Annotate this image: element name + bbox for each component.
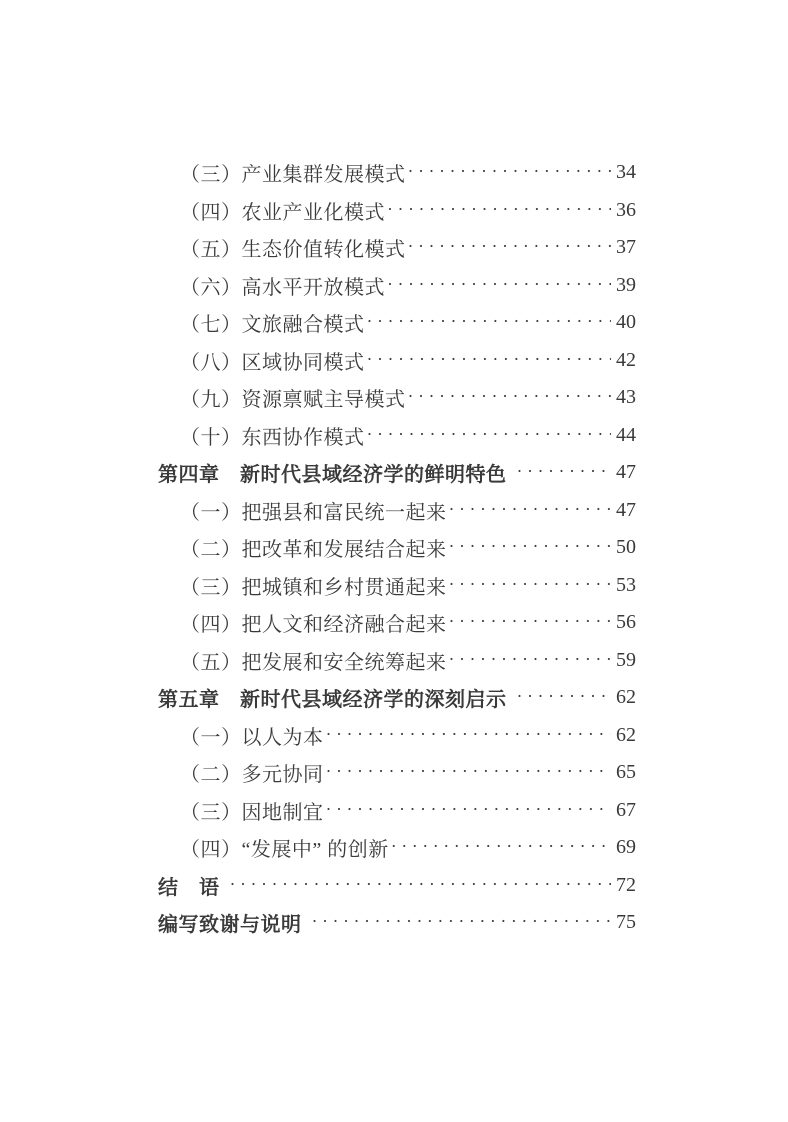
toc-entry-label: （五）生态价值转化模式 bbox=[180, 239, 406, 262]
toc-entry-label: （二）把改革和发展结合起来 bbox=[180, 539, 447, 562]
toc-entry-label: （一）以人为本 bbox=[180, 726, 324, 749]
toc-entry-label: （九）资源禀赋主导模式 bbox=[180, 389, 406, 412]
toc-chapter-row bbox=[158, 679, 636, 717]
toc-chapter-label: 第四章 新时代县域经济学的鲜明特色 bbox=[158, 464, 507, 487]
toc-entry-label: （五）把发展和安全统筹起来 bbox=[180, 651, 447, 674]
toc-entry-row bbox=[158, 717, 636, 755]
dot-leader bbox=[449, 611, 612, 632]
toc-entry-page: 50 bbox=[616, 536, 636, 559]
dot-leader bbox=[449, 499, 612, 520]
toc-chapter-label: 第五章 新时代县域经济学的深刻启示 bbox=[158, 689, 507, 712]
toc-entry-page: 62 bbox=[616, 686, 636, 709]
toc-entry-page: 44 bbox=[616, 423, 636, 446]
dot-leader bbox=[391, 836, 611, 857]
toc-entry-label: （八）区域协同模式 bbox=[180, 351, 365, 374]
toc-chapter-label: 编写致谢与说明 bbox=[158, 914, 302, 937]
toc-entry-label: （三）因地制宜 bbox=[180, 801, 324, 824]
toc-entry-row bbox=[158, 342, 636, 380]
toc-entry-label: （一）把强县和富民统一起来 bbox=[180, 501, 447, 524]
toc-entry-row bbox=[158, 567, 636, 605]
toc-entry-row bbox=[158, 642, 636, 680]
toc-entry-page: 42 bbox=[616, 348, 636, 371]
toc-entry-page: 65 bbox=[616, 761, 636, 784]
dot-leader bbox=[326, 799, 612, 820]
toc-entry-page: 43 bbox=[616, 386, 636, 409]
toc-entry-page: 59 bbox=[616, 648, 636, 671]
toc-chapter-row bbox=[158, 867, 636, 905]
toc-entry-row bbox=[158, 492, 636, 530]
dot-leader bbox=[367, 424, 612, 445]
toc-entry-page: 47 bbox=[616, 498, 636, 521]
dot-leader bbox=[312, 911, 612, 932]
toc-entry-row bbox=[158, 754, 636, 792]
toc-entry-row bbox=[158, 154, 636, 192]
dot-leader bbox=[517, 686, 612, 707]
toc-entry-label: （四）农业产业化模式 bbox=[180, 201, 385, 224]
dot-leader bbox=[326, 724, 612, 745]
toc-entry-row bbox=[158, 229, 636, 267]
toc-entry-page: 72 bbox=[616, 873, 636, 896]
toc-entry-label: （三）把城镇和乡村贯通起来 bbox=[180, 576, 447, 599]
toc-entry-row bbox=[158, 792, 636, 830]
toc-entry-row bbox=[158, 304, 636, 342]
toc-entry-page: 39 bbox=[616, 273, 636, 296]
toc-entry-page: 56 bbox=[616, 611, 636, 634]
toc-entry-page: 36 bbox=[616, 198, 636, 221]
toc-entry-page: 75 bbox=[616, 911, 636, 934]
toc-entry-row bbox=[158, 604, 636, 642]
toc-entry-label: （四）“发展中” 的创新 bbox=[180, 839, 389, 862]
toc-chapter-row bbox=[158, 904, 636, 942]
toc-entry-page: 47 bbox=[616, 461, 636, 484]
toc-entry-label: （三）产业集群发展模式 bbox=[180, 164, 406, 187]
dot-leader bbox=[408, 236, 612, 257]
toc-chapter-row bbox=[158, 454, 636, 492]
toc-entry-label: （七）文旅融合模式 bbox=[180, 314, 365, 337]
dot-leader bbox=[408, 386, 612, 407]
toc-entry-row bbox=[158, 379, 636, 417]
toc-chapter-label: 结 语 bbox=[158, 876, 220, 899]
dot-leader bbox=[230, 874, 612, 895]
toc-entry-label: （四）把人文和经济融合起来 bbox=[180, 614, 447, 637]
toc-entry-label: （十）东西协作模式 bbox=[180, 426, 365, 449]
toc-entry-page: 69 bbox=[616, 836, 636, 859]
toc-entry-page: 67 bbox=[616, 798, 636, 821]
toc-entry-row bbox=[158, 192, 636, 230]
toc-entry-row bbox=[158, 829, 636, 867]
dot-leader bbox=[326, 761, 612, 782]
dot-leader bbox=[517, 461, 612, 482]
toc-entry-page: 53 bbox=[616, 573, 636, 596]
toc-entry-label: （二）多元协同 bbox=[180, 764, 324, 787]
dot-leader bbox=[367, 349, 612, 370]
toc bbox=[158, 154, 636, 942]
toc-entry-page: 62 bbox=[616, 723, 636, 746]
toc-entry-page: 34 bbox=[616, 161, 636, 184]
toc-entry-row bbox=[158, 267, 636, 305]
dot-leader bbox=[387, 199, 611, 220]
dot-leader bbox=[367, 311, 612, 332]
dot-leader bbox=[449, 536, 612, 557]
toc-entry-page: 37 bbox=[616, 236, 636, 259]
toc-entry-label: （六）高水平开放模式 bbox=[180, 276, 385, 299]
dot-leader bbox=[449, 649, 612, 670]
dot-leader bbox=[408, 161, 612, 182]
toc-entry-row bbox=[158, 529, 636, 567]
dot-leader bbox=[449, 574, 612, 595]
dot-leader bbox=[387, 274, 611, 295]
toc-entry-page: 40 bbox=[616, 311, 636, 334]
toc-entry-row bbox=[158, 417, 636, 455]
